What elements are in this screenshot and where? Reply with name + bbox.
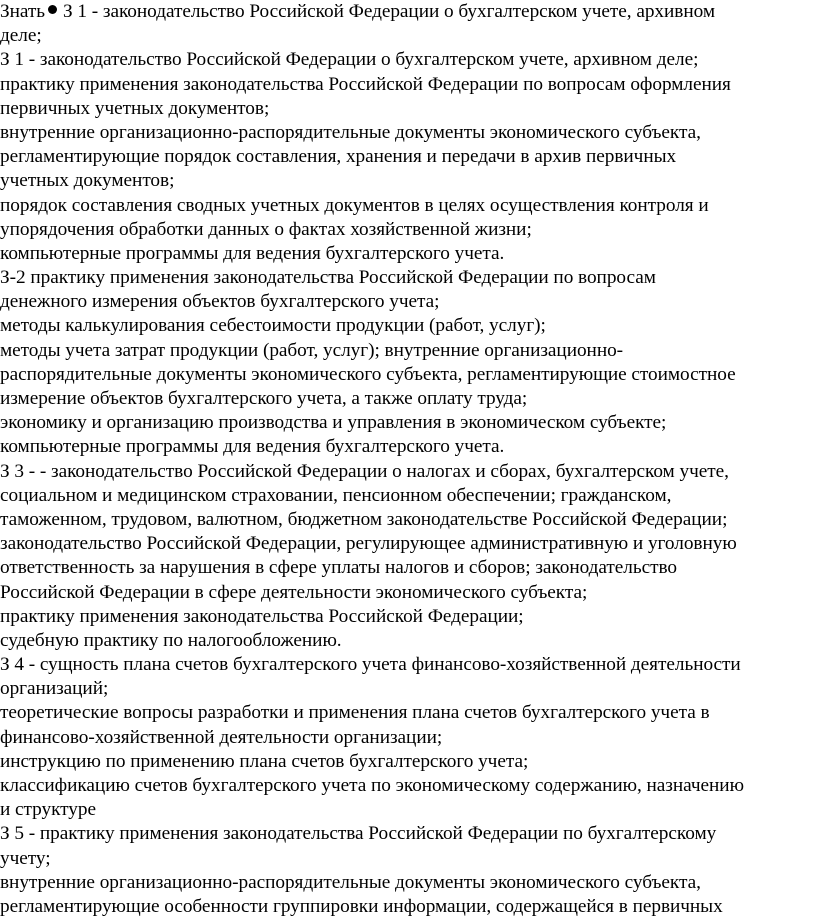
text-line: распорядительные документы экономического субъекта, регламентирующие стоимостное — [0, 363, 736, 385]
text-line: ответственность за нарушения в сфере уплаты налогов и сборов; законодательство — [0, 557, 677, 579]
text-line: учету; — [0, 847, 51, 869]
text-line: социальном и медицинском страховании, пенсионном обеспечении; гражданском, — [0, 484, 672, 506]
text-line: законодательство Российской Федерации, регулирующее административную и уголовную — [0, 533, 737, 555]
text-line: денежного измерения объектов бухгалтерского учета; — [0, 291, 440, 313]
text-line: таможенном, трудовом, валютном, бюджетном законодательстве Российской Федерации; — [0, 508, 728, 530]
text-line: З 1 - законодательство Российской Федерации о бухгалтерском учете, архивном деле; — [0, 49, 699, 71]
text-line: практику применения законодательства Российской Федерации; — [0, 605, 524, 627]
text-line: компьютерные программы для ведения бухгалтерского учета. — [0, 436, 505, 458]
text-line: классификацию счетов бухгалтерского учета по экономическому содержанию, назначению — [0, 775, 744, 796]
text-line: З 3 - - законодательство Российской Федерации о налогах и сборах, бухгалтерском учете, — [0, 460, 729, 482]
text-line: деле; — [0, 25, 42, 47]
text-line: финансово-хозяйственной деятельности организации; — [0, 726, 443, 748]
text-line: инструкцию по применению плана счетов бухгалтерского учета; — [0, 750, 529, 772]
text-line: компьютерные программы для ведения бухгалтерского учета. — [0, 242, 505, 264]
text-line: регламентирующие особенности группировки информации, содержащейся в первичных — [0, 895, 723, 917]
text-line: З 4 - сущность плана счетов бухгалтерского учета финансово-хозяйственной деятельности — [0, 654, 741, 676]
first-item-text: З 1 - законодательство Российской Федерации о бухгалтерском учете, архивном — [63, 1, 715, 22]
text-line: организаций; — [0, 678, 109, 700]
text-line: теоретические вопросы разработки и применения плана счетов бухгалтерского учета в — [0, 702, 710, 724]
text-line: методы калькулирования себестоимости продукции (работ, услуг); — [0, 315, 546, 337]
text-line: первичных учетных документов; — [0, 97, 270, 119]
text-line: Российской Федерации в сфере деятельности экономического субъекта; — [0, 581, 588, 603]
text-line: судебную практику по налогообложению. — [0, 629, 342, 651]
text-line: регламентирующие порядок составления, хранения и передачи в архив первичных — [0, 146, 677, 168]
text-line: экономику и организацию производства и управления в экономическом субъекте; — [0, 412, 667, 434]
text-line: методы учета затрат продукции (работ, услуг); внутренние организационно- — [0, 339, 624, 361]
text-line: порядок составления сводных учетных документов в целях осуществления контроля и — [0, 194, 709, 216]
text-line: З-2 практику применения законодательства Российской Федерации по вопросам — [0, 267, 656, 289]
text-line: З 5 - практику применения законодательства Российской Федерации по бухгалтерскому — [0, 823, 717, 845]
text-line: внутренние организационно-распорядительные документы экономического субъекта, — [0, 871, 701, 893]
text-line: внутренние организационно-распорядительные документы экономического субъекта, — [0, 121, 701, 143]
text-line: практику применения законодательства Российской Федерации по вопросам оформления — [0, 73, 731, 95]
text-line: измерение объектов бухгалтерского учета, а также оплату труда; — [0, 388, 528, 409]
text-line: учетных документов; — [0, 170, 175, 192]
heading-label: Знать — [0, 1, 46, 22]
text-line: и структуре — [0, 799, 96, 821]
text-line: упорядочения обработки данных о фактах хозяйственной жизни; — [0, 218, 532, 240]
bullet-icon — [48, 5, 57, 14]
heading-line — [0, 0, 816, 24]
